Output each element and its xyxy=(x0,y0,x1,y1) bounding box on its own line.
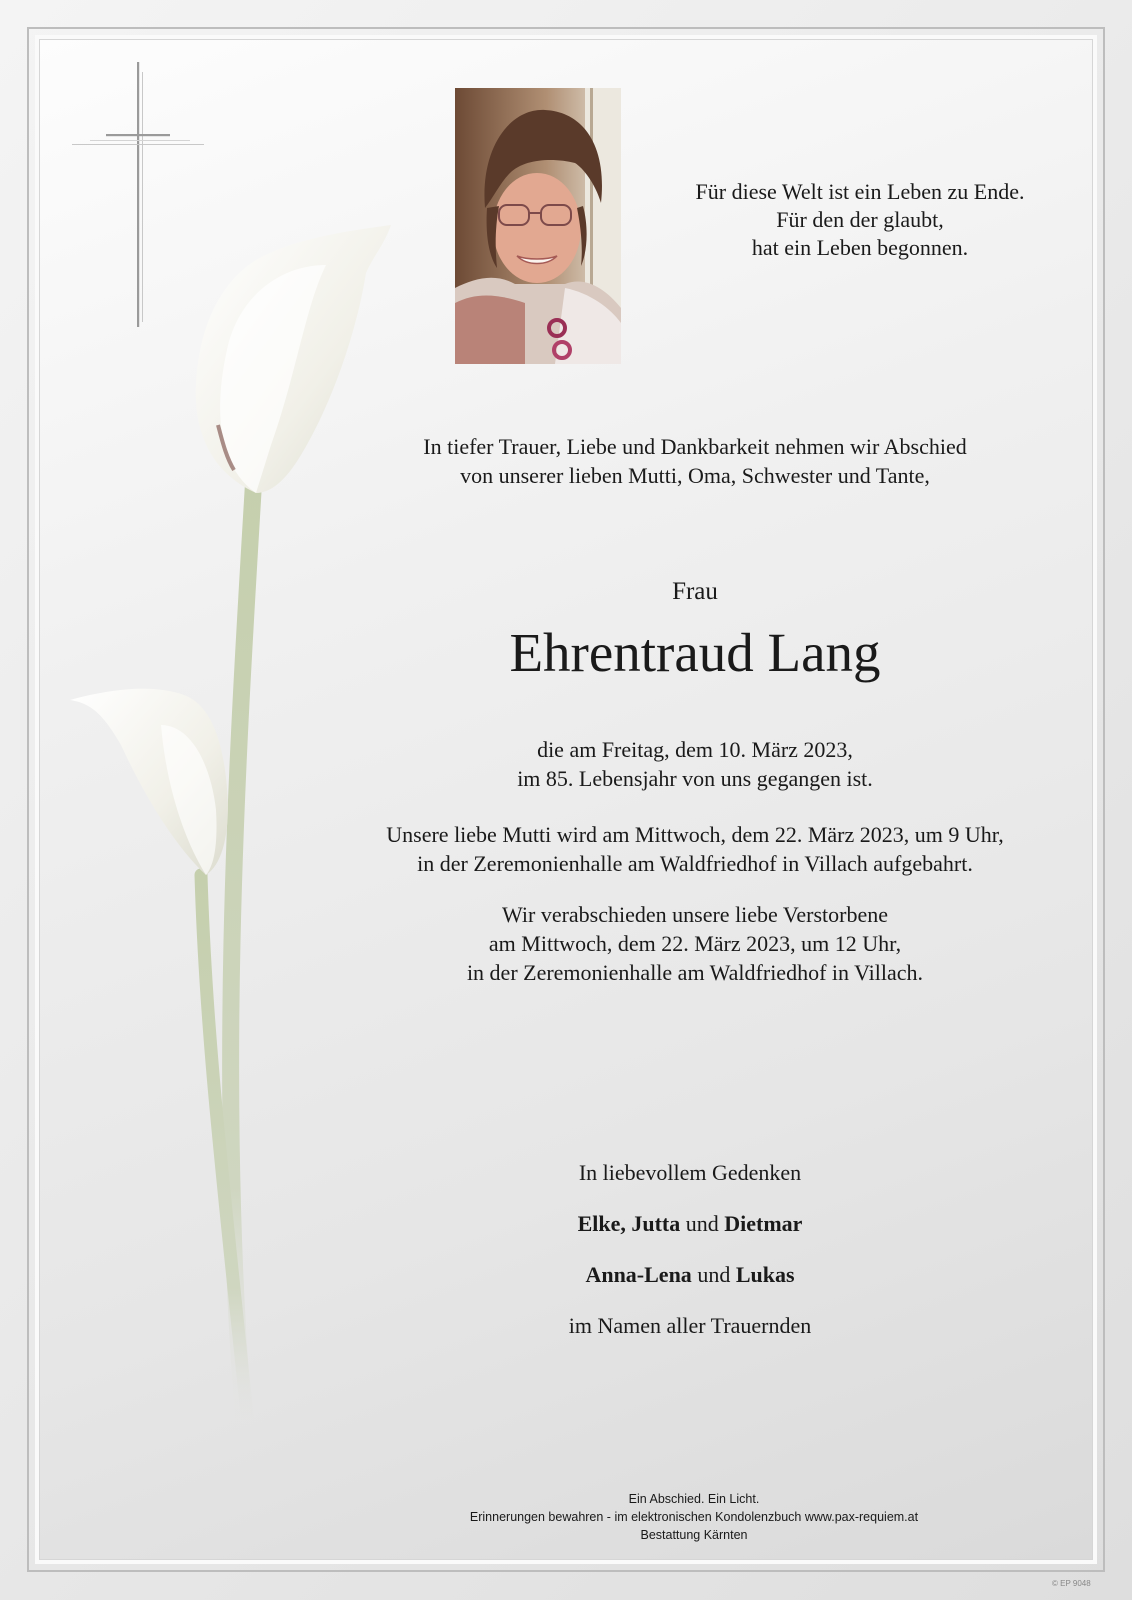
conjunction: und xyxy=(697,1262,731,1287)
mourner-names-row xyxy=(450,1209,930,1238)
template-code: © EP 9048 xyxy=(1052,1579,1091,1588)
funeral-notice xyxy=(300,900,1090,987)
funeral-line: am Mittwoch, dem 22. März 2023, um 12 Uhr, xyxy=(488,931,902,956)
footer-line: Erinnerungen bewahren - im elektronischen Kondolenzbuch www.pax-requiem.at xyxy=(469,1510,919,1524)
footer-line: Bestattung Kärnten xyxy=(640,1528,748,1542)
faith-quote xyxy=(640,178,1080,262)
viewing-line: Unsere liebe Mutti wird am Mittwoch, dem 22. März 2023, um 9 Uhr, xyxy=(386,822,1004,847)
death-notice-line: die am Freitag, dem 10. März 2023, xyxy=(537,737,853,762)
mourner-names-row xyxy=(450,1260,930,1289)
quote-line: Für diese Welt ist ein Leben zu Ende. xyxy=(695,179,1025,204)
funeral-line: in der Zeremonienhalle am Waldfriedhof in Villach. xyxy=(466,960,924,985)
viewing-line: in der Zeremonienhalle am Waldfriedhof in Villach aufgebahrt. xyxy=(417,851,973,876)
mourner-names: Anna-Lena xyxy=(585,1262,692,1287)
viewing-notice xyxy=(300,820,1090,878)
intro-text xyxy=(300,432,1090,490)
death-notice-line: im 85. Lebensjahr von uns gegangen ist. xyxy=(517,766,873,791)
footer xyxy=(380,1490,1008,1544)
honorific-title: Frau xyxy=(672,578,718,605)
intro-line: In tiefer Trauer, Liebe und Dankbarkeit nehmen wir Abschied xyxy=(423,434,967,459)
mourner-names: Dietmar xyxy=(724,1211,803,1236)
quote-line: Für den der glaubt, xyxy=(776,207,944,232)
funeral-line: Wir verabschieden unsere liebe Verstorbene xyxy=(502,902,888,927)
deceased-name: Ehrentraud Lang xyxy=(509,622,881,683)
quote-line: hat ein Leben begonnen. xyxy=(751,235,969,260)
mourner-names: Elke, Jutta xyxy=(577,1211,681,1236)
intro-line: von unserer lieben Mutti, Oma, Schwester und Tante, xyxy=(460,463,930,488)
conjunction: und xyxy=(685,1211,719,1236)
portrait-photo xyxy=(455,88,621,364)
footer-line: Ein Abschied. Ein Licht. xyxy=(628,1492,760,1506)
in-memory-heading: In liebevollem Gedenken xyxy=(578,1160,802,1185)
mourner-names: Lukas xyxy=(735,1262,795,1287)
behalf-of-mourners: im Namen aller Trauernden xyxy=(568,1313,812,1338)
death-notice xyxy=(400,735,990,793)
